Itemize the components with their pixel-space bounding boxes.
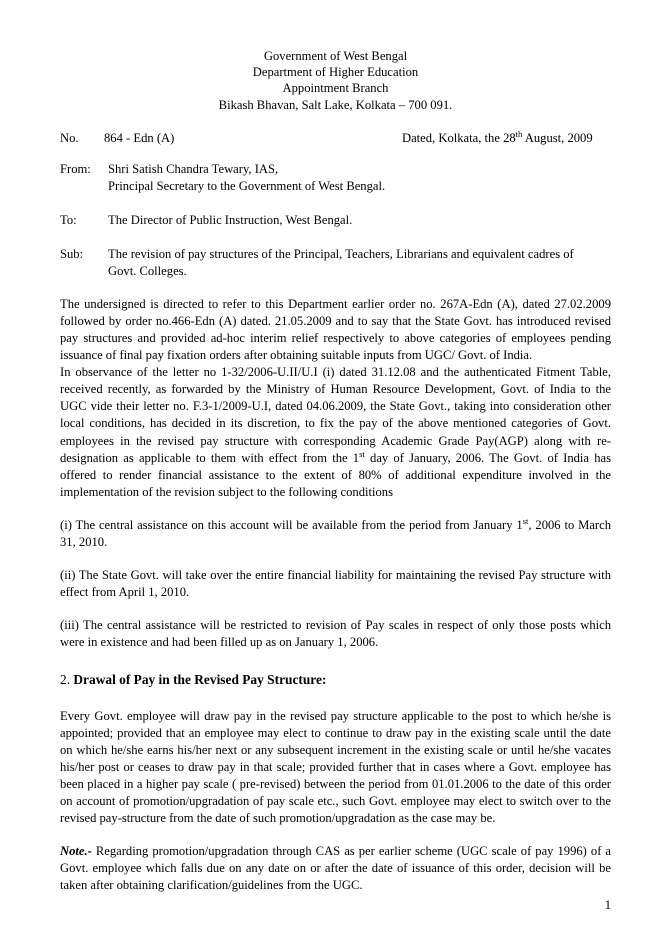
paragraph-observance-ordinal: st [359, 448, 365, 459]
section-heading-2 [60, 671, 611, 689]
from-row [60, 161, 611, 178]
subject-label: Sub: [60, 246, 84, 261]
condition-item-i-ordinal: st [522, 515, 529, 526]
gap-before-note [60, 827, 611, 843]
reference-number-label: No. [60, 130, 79, 145]
subject-text-line1: The revision of pay structures of the Principal, Teachers, Librarians and equivalent cadres of [108, 246, 574, 261]
to-label: To: [60, 212, 77, 227]
paragraph-observance-part2: day of January, 2006. The Govt. of India has offered to render financial assistance to the extent of 80% of additional expenditure involved in the implementation of the revision subject to the following conditions [60, 450, 612, 499]
from-label: From: [60, 161, 91, 176]
letterhead-line-branch: Appointment Branch [282, 81, 389, 96]
section-heading-2-number: 2. [60, 671, 74, 687]
paragraph-observance-part1: In observance of the letter no 1-32/2006-U.II/U.I (i) dated 31.12.08 and the authenticated Fitment Table, received recently, as forwarded by the Ministry of Human Resource Development, Govt. of India to the UGC vide their letter no. F.3-1/2009-U.I, dated 04.06.2009, the State Govt., taking into consideration other local conditions, has decided in its discretion, to fix the pay of the above mentioned categories of Govt. employees in the revised pay structure with corresponding Academic Grade Pay(AGP) along with re-designation as applicable to them with effect from the 1 [60, 365, 611, 465]
reference-date-ordinal: th [515, 128, 523, 139]
condition-item-ii: (ii) The State Govt. will take over the entire financial liability for maintaining the revised Pay structure with effect from April 1, 2010. [60, 568, 611, 600]
subject-text-line2: Govt. Colleges. [108, 263, 187, 278]
letterhead [60, 48, 611, 113]
condition-item-i-part1: (i) The central assistance on this account will be available from the period from January 1 [60, 517, 523, 532]
subject-row [60, 246, 611, 263]
gap-before-heading-2 [60, 652, 611, 671]
page-number: 1 [604, 898, 611, 912]
note-label: Note.- [60, 844, 92, 859]
note-text: Regarding promotion/upgradation through CAS as per earlier scheme (UGC scale of pay 1996) of a Govt. employee which falls due on any date on or after the date of issuance of this order, decision will be taken after obtaining clarification/guidelines from the UGC. [60, 844, 611, 893]
note-paragraph [60, 843, 611, 894]
condition-item-i-part2: , 2006 to March 31, 2010. [60, 517, 612, 550]
letterhead-line-department: Department of Higher Education [252, 65, 419, 80]
from-designation: Principal Secretary to the Government of West Bengal. [108, 178, 386, 193]
reference-date-suffix: August, 2009 [522, 130, 593, 145]
gap-before-item-iii [60, 601, 611, 617]
condition-item-iii: (iii) The central assistance will be restricted to revision of Pay scales in respect of only those posts which were in existence and had been filled up as on January 1, 2006. [60, 618, 611, 650]
letterhead-line-address: Bikash Bhavan, Salt Lake, Kolkata – 700 091. [218, 97, 453, 112]
gap-before-item-ii [60, 551, 611, 567]
reference-date [402, 130, 593, 146]
to-recipient: The Director of Public Instruction, West Bengal. [108, 212, 353, 227]
paragraph-observance [60, 364, 611, 501]
to-row [60, 212, 611, 229]
address-spacer-1 [60, 195, 611, 212]
document-body [60, 48, 611, 894]
paragraph-reference-orders: The undersigned is directed to refer to this Department earlier order no. 267A-Edn (A), dated 27.02.2009 followed by order no.466-Edn (A) dated. 21.05.2009 and to say that the State Govt. has introduced revised pay structures and provided ad-hoc interim relief respectively to above categories of employees pending issuance of final pay fixation orders after obtaining suitable inputs from UGC/ Govt. of India. [60, 296, 611, 363]
reference-line [60, 130, 611, 147]
section-heading-2-title: Drawal of Pay in the Revised Pay Structure: [73, 671, 327, 687]
address-block [60, 161, 611, 280]
from-name: Shri Satish Chandra Tewary, IAS, [108, 161, 279, 176]
gap-before-item-i [60, 501, 611, 517]
gap-after-heading-2 [60, 689, 611, 708]
letterhead-line-government: Government of West Bengal [263, 49, 408, 63]
paragraph-drawal-of-pay: Every Govt. employee will draw pay in the revised pay structure applicable to the post to which he/she is appointed; provided that an employee may elect to continue to draw pay in the existing scale until the date on which he/she earns his/her next or any subsequent increment in the existing scale or until he/she vacates his/her post or ceases to draw pay in that scale; provided further that in cases where a Govt. employee has been placed in a higher pay scale ( pre-revised) between the period from 01.01.2006 to the date of this order on account of promotion/upgradation of pay scale etc., such Govt. employee may elect to switch over to the revised pay-structure from the date of such promotion/upgradation as the case may be. [60, 708, 611, 826]
address-spacer-2 [60, 229, 611, 246]
reference-date-prefix: Dated, Kolkata, the 28 [402, 130, 516, 145]
gap-after-subject [60, 280, 611, 296]
condition-item-i [60, 517, 611, 551]
reference-number-value: 864 - Edn (A) [104, 130, 175, 145]
